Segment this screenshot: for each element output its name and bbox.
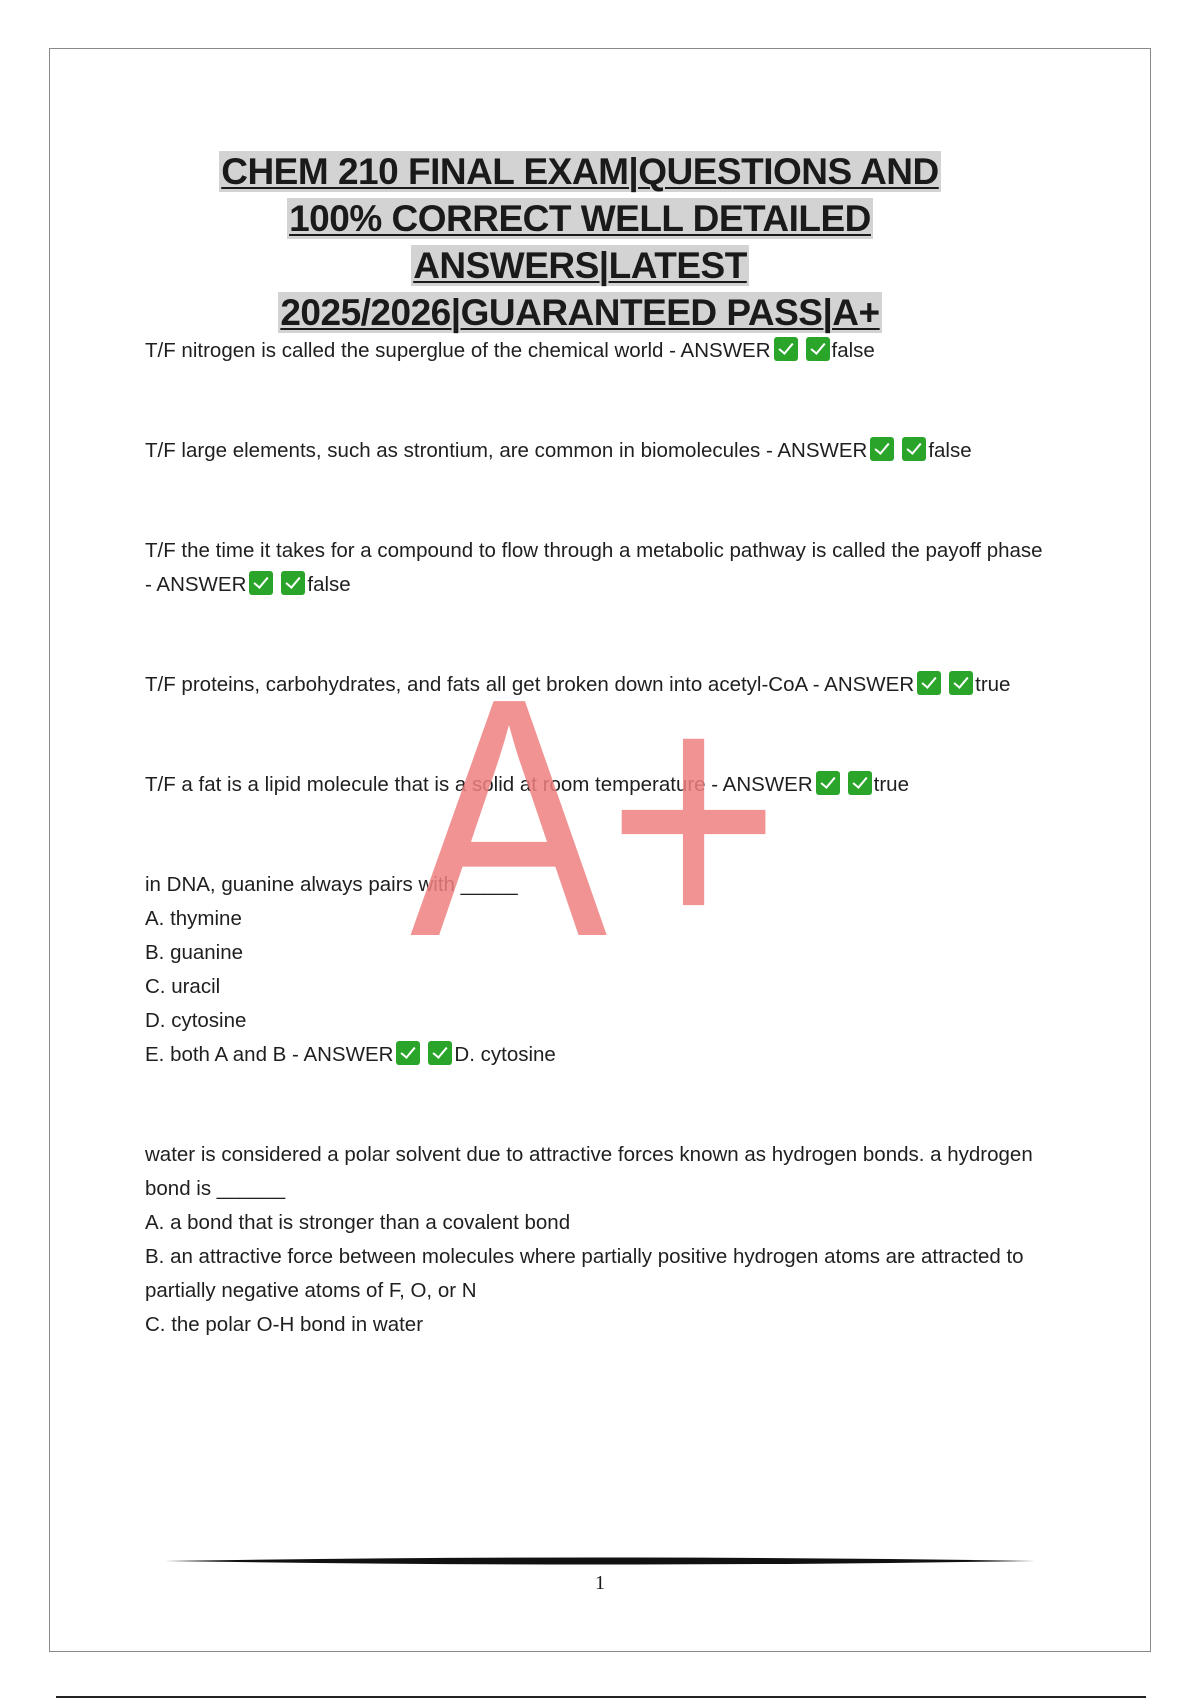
answer-value: false <box>928 439 972 462</box>
option-e: E. both A and B - <box>145 1043 304 1066</box>
answer-value: true <box>873 773 909 796</box>
answer-label: ANSWER <box>680 339 771 362</box>
title-line-1: CHEM 210 FINAL EXAM|QUESTIONS AND <box>221 151 939 192</box>
question-1 <box>145 334 1045 368</box>
page-number: 1 <box>595 1572 605 1594</box>
checkmark-icon <box>249 571 273 595</box>
option-c: C. the polar O-H bond in water <box>145 1313 424 1336</box>
checkmark-icon <box>281 571 305 595</box>
question-text: water is considered a polar solvent due to attractive forces known as hydrogen bonds. a hydrogen bond is ______ <box>145 1143 1033 1200</box>
checkmark-icon <box>806 337 830 361</box>
checkmark-icon <box>902 437 926 461</box>
answer-label: ANSWER <box>156 573 247 596</box>
document-title <box>120 148 1040 336</box>
option-a: A. thymine <box>145 907 242 930</box>
checkmark-icon <box>396 1041 420 1065</box>
question-3 <box>145 534 1045 602</box>
question-text: T/F nitrogen is called the superglue of the chemical world - <box>145 339 681 362</box>
checkmark-icon <box>428 1041 452 1065</box>
question-6 <box>145 868 1045 1072</box>
answer-label: ANSWER <box>722 773 813 796</box>
question-4 <box>145 668 1045 702</box>
option-a: A. a bond that is stronger than a covalent bond <box>145 1211 571 1234</box>
title-line-3: ANSWERS|LATEST <box>413 245 747 286</box>
option-b: B. guanine <box>145 941 244 964</box>
answer-value: true <box>975 673 1011 696</box>
answer-value: false <box>831 339 875 362</box>
question-text: T/F proteins, carbohydrates, and fats all get broken down into acetyl-CoA - <box>145 673 825 696</box>
question-text: T/F a fat is a lipid molecule that is a solid at room temperature - <box>145 773 723 796</box>
question-text: in DNA, guanine always pairs with _____ <box>145 873 518 896</box>
checkmark-icon <box>917 671 941 695</box>
checkmark-icon <box>816 771 840 795</box>
answer-label: ANSWER <box>777 439 868 462</box>
checkmark-icon <box>774 337 798 361</box>
option-d: D. cytosine <box>145 1009 247 1032</box>
question-7 <box>145 1138 1045 1342</box>
option-c: C. uracil <box>145 975 221 998</box>
watermark-text: A+ <box>410 665 780 965</box>
question-list <box>145 334 1045 1342</box>
footer-rule <box>165 1556 1035 1566</box>
question-5 <box>145 768 1045 802</box>
bottom-rule <box>56 1696 1146 1698</box>
title-line-4: 2025/2026|GUARANTEED PASS|A+ <box>280 292 880 333</box>
option-b: B. an attractive force between molecules where partially positive hydrogen atoms are attracted to partially negative atoms of F, O, or N <box>145 1245 1024 1302</box>
answer-label: ANSWER <box>824 673 915 696</box>
answer-value: D. cytosine <box>454 1043 556 1066</box>
answer-value: false <box>307 573 351 596</box>
question-2 <box>145 434 1045 468</box>
checkmark-icon <box>848 771 872 795</box>
question-text: T/F large elements, such as strontium, are common in biomolecules - <box>145 439 778 462</box>
checkmark-icon <box>949 671 973 695</box>
checkmark-icon <box>870 437 894 461</box>
question-text: T/F the time it takes for a compound to flow through a metabolic pathway is called the payoff phase - <box>145 539 1043 596</box>
title-line-2: 100% CORRECT WELL DETAILED <box>289 198 871 239</box>
answer-label: ANSWER <box>303 1043 394 1066</box>
